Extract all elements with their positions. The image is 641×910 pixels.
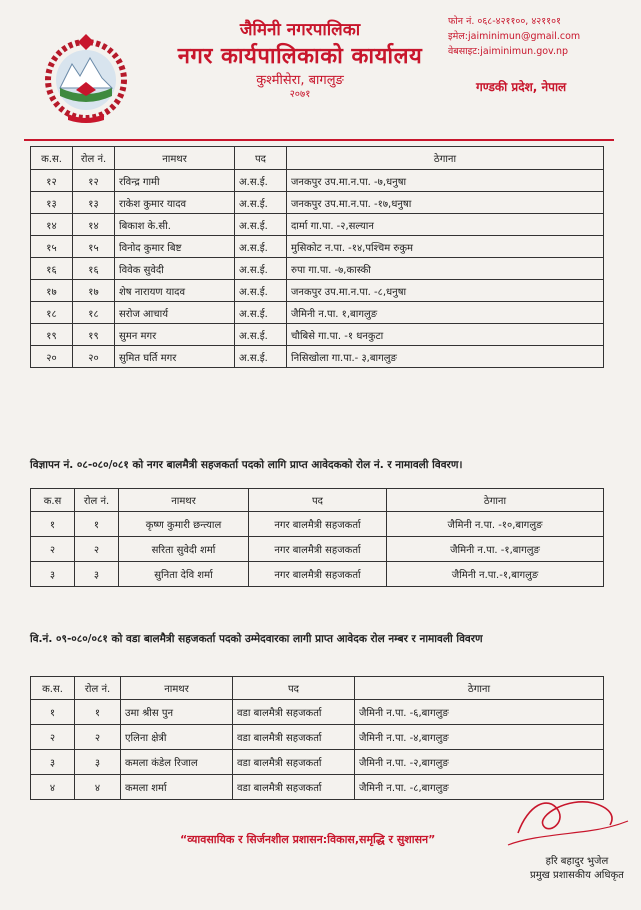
post-cell: वडा बालमैत्री सहजकर्ता [233, 725, 355, 750]
roll-cell: १९ [73, 324, 115, 346]
roll-cell: १ [75, 512, 119, 537]
address-cell: दार्मा गा.पा. -२,सल्यान [287, 214, 604, 236]
address-cell: जैमिनी न.पा. -८,बागलुङ [355, 775, 604, 800]
table-row [31, 725, 604, 750]
address-cell: मुसिकोट न.पा. -१४,पश्चिम रुकुम [287, 236, 604, 258]
serial-cell: ४ [31, 775, 75, 800]
post-cell: नगर बालमैत्री सहजकर्ता [249, 537, 387, 562]
letterhead [150, 18, 450, 100]
name-cell: सुमित घर्ति मगर [115, 346, 235, 368]
name-cell: सुनिता देवि शर्मा [119, 562, 249, 587]
column-header: ठेगाना [355, 677, 604, 700]
name-cell: सुमन मगर [115, 324, 235, 346]
column-header: रोल नं. [75, 677, 121, 700]
serial-cell: १८ [31, 302, 73, 324]
table-row [31, 302, 604, 324]
serial-cell: १३ [31, 192, 73, 214]
table-row [31, 214, 604, 236]
name-cell: कमला कंडेल रिजाल [121, 750, 233, 775]
address-cell: निसिखोला गा.पा.- ३,बागलुङ [287, 346, 604, 368]
applicant-table-1 [30, 146, 604, 368]
table-row [31, 236, 604, 258]
post-cell: अ.स.ई. [235, 258, 287, 280]
serial-cell: ३ [31, 750, 75, 775]
office-address: कुश्मीसेरा, बागलुङ [256, 73, 344, 88]
address-cell: जैमिनी न.पा. -२,बागलुङ [355, 750, 604, 775]
office-title: नगर कार्यपालिकाको कार्यालय [177, 44, 423, 69]
name-cell: सरोज आचार्य [115, 302, 235, 324]
roll-cell: २० [73, 346, 115, 368]
roll-cell: १७ [73, 280, 115, 302]
roll-cell: २ [75, 537, 119, 562]
column-header: ठेगाना [287, 147, 604, 170]
email-address: इमेल:jaiminimun@gmail.com [448, 31, 581, 42]
post-cell: वडा बालमैत्री सहजकर्ता [233, 775, 355, 800]
serial-cell: २० [31, 346, 73, 368]
roll-cell: १२ [73, 170, 115, 192]
address-cell: जैमिनी न.पा. -१,बागलुङ [387, 537, 604, 562]
address-cell: चौबिसे गा.पा. -१ धनकुटा [287, 324, 604, 346]
website-address: वेबसाइट:jaiminimun.gov.np [448, 46, 569, 57]
table-row [31, 258, 604, 280]
column-header: नामथर [121, 677, 233, 700]
address-cell: जैमिनी न.पा. -६,बागलुङ [355, 700, 604, 725]
post-cell: नगर बालमैत्री सहजकर्ता [249, 562, 387, 587]
column-header: क.स [31, 489, 75, 512]
roll-cell: ४ [75, 775, 121, 800]
province-label: गण्डकी प्रदेश, नेपाल [476, 80, 567, 94]
name-cell: शेष नारायण यादव [115, 280, 235, 302]
address-cell: जैमिनी न.पा. -१०,बागलुङ [387, 512, 604, 537]
name-cell: राकेश कुमार यादव [115, 192, 235, 214]
post-cell: अ.स.ई. [235, 214, 287, 236]
serial-cell: १६ [31, 258, 73, 280]
name-cell: कमला शर्मा [121, 775, 233, 800]
nepal-emblem-icon [38, 30, 134, 126]
post-cell: अ.स.ई. [235, 280, 287, 302]
address-cell: जनकपुर उप.मा.न.पा. -८,धनुषा [287, 280, 604, 302]
table-row [31, 170, 604, 192]
serial-cell: १ [31, 512, 75, 537]
column-header: क.स. [31, 677, 75, 700]
roll-cell: १४ [73, 214, 115, 236]
name-cell: विनोद कुमार बिष्ट [115, 236, 235, 258]
signer-title: प्रमुख प्रशासकीय अधिकृत [530, 870, 624, 881]
roll-cell: १५ [73, 236, 115, 258]
roll-cell: १ [75, 700, 121, 725]
roll-cell: १३ [73, 192, 115, 214]
address-cell: जनकपुर उप.मा.न.पा. -७,धनुषा [287, 170, 604, 192]
address-cell: जनकपुर उप.मा.न.पा. -१७,धनुषा [287, 192, 604, 214]
column-header: पद [249, 489, 387, 512]
post-cell: वडा बालमैत्री सहजकर्ता [233, 700, 355, 725]
name-cell: रविन्द्र गामी [115, 170, 235, 192]
applicant-table-2 [30, 488, 604, 587]
section-heading-wada: वि.नं. ०९-०८०/०८१ को वडा बालमैत्री सहजकर्ता पदको उम्मेदवारका लागी प्राप्त आवेदक रोल नम्बर र नामावली विवरण [30, 633, 483, 645]
post-cell: अ.स.ई. [235, 236, 287, 258]
column-header: पद [233, 677, 355, 700]
signature-icon [498, 785, 633, 855]
contact-info [448, 14, 638, 59]
post-cell: नगर बालमैत्री सहजकर्ता [249, 512, 387, 537]
serial-cell: १९ [31, 324, 73, 346]
name-cell: एलिना क्षेत्री [121, 725, 233, 750]
established-year: २०७१ [289, 89, 311, 100]
roll-cell: ३ [75, 562, 119, 587]
serial-cell: ३ [31, 562, 75, 587]
header-divider [24, 139, 614, 141]
column-header: नामथर [115, 147, 235, 170]
table-header-row [31, 147, 604, 170]
roll-cell: २ [75, 725, 121, 750]
table-row [31, 750, 604, 775]
phone-number: फोन नं. ०६८-४२११००, ४२११०१ [448, 16, 561, 27]
address-cell: जैमिनी न.पा. १,बागलुङ [287, 302, 604, 324]
serial-cell: २ [31, 725, 75, 750]
table-header-row [31, 677, 604, 700]
serial-cell: १२ [31, 170, 73, 192]
table-row [31, 192, 604, 214]
table-row [31, 324, 604, 346]
post-cell: अ.स.ई. [235, 346, 287, 368]
name-cell: उमा श्रीस पुन [121, 700, 233, 725]
column-header: पद [235, 147, 287, 170]
name-cell: बिकाश के.सी. [115, 214, 235, 236]
applicant-table-3 [30, 676, 604, 800]
post-cell: अ.स.ई. [235, 324, 287, 346]
column-header: रोल नं. [73, 147, 115, 170]
table-row [31, 562, 604, 587]
roll-cell: १८ [73, 302, 115, 324]
section-heading-nagar: विज्ञापन नं. ०८-०८०/०८१ को नगर बालमैत्री सहजकर्ता पदको लागि प्राप्त आवेदकको रोल नं. र नामावली विवरण। [30, 459, 463, 471]
name-cell: सरिता सुवेदी शर्मा [119, 537, 249, 562]
post-cell: अ.स.ई. [235, 192, 287, 214]
address-cell: जैमिनी न.पा. -४,बागलुङ [355, 725, 604, 750]
table-header-row [31, 489, 604, 512]
serial-cell: १७ [31, 280, 73, 302]
signer-name: हरि बहादुर भुजेल [545, 856, 609, 867]
table-row [31, 280, 604, 302]
roll-cell: ३ [75, 750, 121, 775]
column-header: ठेगाना [387, 489, 604, 512]
name-cell: कृष्ण कुमारी छन्त्याल [119, 512, 249, 537]
column-header: नामथर [119, 489, 249, 512]
municipality-name: जैमिनी नगरपालिका [239, 20, 361, 40]
serial-cell: १ [31, 700, 75, 725]
table-row [31, 537, 604, 562]
serial-cell: १५ [31, 236, 73, 258]
column-header: रोल नं. [75, 489, 119, 512]
serial-cell: २ [31, 537, 75, 562]
roll-cell: १६ [73, 258, 115, 280]
table-row [31, 700, 604, 725]
post-cell: वडा बालमैत्री सहजकर्ता [233, 750, 355, 775]
name-cell: विवेक सुवेदी [115, 258, 235, 280]
column-header: क.स. [31, 147, 73, 170]
post-cell: अ.स.ई. [235, 302, 287, 324]
post-cell: अ.स.ई. [235, 170, 287, 192]
table-row [31, 512, 604, 537]
address-cell: रुपा गा.पा. -७,कास्की [287, 258, 604, 280]
signatory-block [530, 855, 624, 883]
table-row [31, 346, 604, 368]
footer-slogan: “व्यावसायिक र सिर्जनशील प्रशासन:विकास,समृद्धि र सुशासन” [180, 833, 436, 846]
address-cell: जैमिनी न.पा.-१,बागलुङ [387, 562, 604, 587]
serial-cell: १४ [31, 214, 73, 236]
